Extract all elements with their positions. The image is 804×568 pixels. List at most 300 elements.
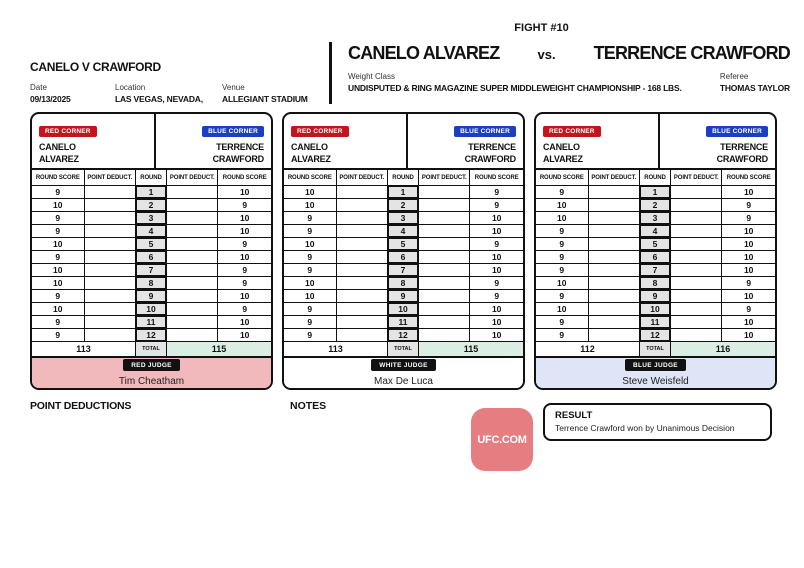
red-round-score: 10	[284, 277, 337, 289]
red-point-deduct	[337, 186, 388, 198]
score-row	[32, 212, 271, 225]
result-box	[543, 403, 772, 441]
judge-name: Tim Cheatham	[118, 376, 185, 387]
scorecard-white-judge	[282, 112, 525, 390]
round-number: 1	[640, 186, 671, 198]
blue-corner-half	[660, 114, 775, 168]
blue-round-score: 9	[746, 278, 752, 288]
blue-point-deduct	[167, 186, 218, 198]
red-point-deduct	[85, 316, 136, 328]
blue-point-deduct	[671, 199, 722, 211]
blue-round-score: 10	[239, 213, 250, 223]
referee-value: THOMAS TAYLOR	[719, 83, 790, 93]
header-divider	[329, 42, 332, 104]
blue-point-deduct	[419, 199, 470, 211]
red-round-score: 10	[536, 303, 589, 315]
score-row	[32, 199, 271, 212]
blue-point-deduct	[671, 186, 722, 198]
red-name-line2: ALVAREZ	[291, 153, 331, 164]
red-round-score: 10	[284, 238, 337, 250]
column-headers	[284, 170, 523, 186]
fight-number: FIGHT #10	[514, 22, 569, 34]
red-point-deduct	[337, 199, 388, 211]
blue-name-line1: TERRENCE	[720, 142, 768, 152]
judge-name: Steve Weisfeld	[622, 376, 689, 387]
red-point-deduct	[589, 212, 640, 224]
score-row	[536, 251, 775, 264]
blue-point-deduct	[671, 329, 722, 341]
blue-round-score: 9	[494, 278, 500, 288]
round-number: 5	[388, 238, 419, 250]
total-row	[32, 342, 271, 358]
scorecard-blue-judge	[534, 112, 777, 390]
score-row	[536, 238, 775, 251]
red-point-deduct	[589, 277, 640, 289]
score-row	[32, 264, 271, 277]
blue-round-score: 10	[239, 252, 250, 262]
round-number: 8	[388, 277, 419, 289]
col-header-point-deduct: POINT DEDUCT.	[337, 170, 388, 185]
header-fight-block	[348, 22, 790, 93]
red-point-deduct	[337, 251, 388, 263]
red-fighter-name: CANELO ALVAREZ	[348, 43, 500, 63]
red-round-score: 9	[536, 238, 589, 250]
blue-corner-badge: BLUE CORNER	[706, 126, 768, 137]
blue-total: 116	[671, 342, 775, 356]
red-point-deduct	[85, 277, 136, 289]
score-row	[536, 303, 775, 316]
red-point-deduct	[85, 303, 136, 315]
scorecard-red-judge	[30, 112, 273, 390]
red-point-deduct	[337, 329, 388, 341]
red-round-score: 9	[284, 303, 337, 315]
total-row	[284, 342, 523, 358]
red-point-deduct	[589, 264, 640, 276]
score-row	[32, 316, 271, 329]
blue-point-deduct	[167, 225, 218, 237]
score-row	[284, 264, 523, 277]
blue-name-line1: TERRENCE	[468, 142, 516, 152]
red-total: 112	[536, 342, 640, 356]
blue-point-deduct	[671, 277, 722, 289]
blue-fighter-card-name	[667, 142, 768, 165]
date-block	[30, 83, 115, 104]
red-point-deduct	[337, 277, 388, 289]
score-row	[284, 212, 523, 225]
red-point-deduct	[589, 225, 640, 237]
card-fighters-header	[32, 114, 271, 170]
score-row	[536, 186, 775, 199]
blue-round-score: 10	[743, 226, 754, 236]
point-deductions-heading: POINT DEDUCTIONS	[30, 400, 132, 412]
round-number: 6	[640, 251, 671, 263]
round-number: 8	[136, 277, 167, 289]
blue-name-line1: TERRENCE	[216, 142, 264, 152]
blue-point-deduct	[419, 329, 470, 341]
red-corner-badge: RED CORNER	[291, 126, 349, 137]
red-round-score: 9	[536, 251, 589, 263]
col-header-round: ROUND	[136, 170, 167, 185]
red-point-deduct	[337, 264, 388, 276]
blue-point-deduct	[671, 290, 722, 302]
event-meta-row	[30, 83, 320, 104]
blue-round-score: 10	[239, 317, 250, 327]
blue-fighter-name: TERRENCE CRAWFORD	[593, 43, 790, 63]
red-round-score: 9	[284, 212, 337, 224]
blue-round-score: 10	[743, 239, 754, 249]
red-name-line1: CANELO	[291, 142, 328, 152]
round-number: 12	[640, 329, 671, 341]
round-number: 2	[136, 199, 167, 211]
blue-point-deduct	[671, 212, 722, 224]
red-round-score: 10	[284, 199, 337, 211]
date-label: Date	[30, 83, 47, 92]
red-round-score: 9	[284, 251, 337, 263]
judge-badge: WHITE JUDGE	[371, 359, 435, 371]
round-number: 11	[136, 316, 167, 328]
col-header-round-score: ROUND SCORE	[474, 174, 519, 181]
score-row	[284, 277, 523, 290]
red-round-score: 9	[32, 316, 85, 328]
judge-name: Max De Luca	[374, 376, 433, 387]
blue-round-score: 9	[242, 239, 248, 249]
red-round-score: 10	[536, 212, 589, 224]
round-number: 6	[388, 251, 419, 263]
col-header-round-score: ROUND SCORE	[222, 174, 267, 181]
total-label: TOTAL	[640, 342, 671, 356]
score-row	[32, 329, 271, 342]
blue-point-deduct	[419, 277, 470, 289]
round-number: 10	[136, 303, 167, 315]
weight-class-block	[348, 72, 682, 93]
blue-point-deduct	[671, 303, 722, 315]
venue-block	[222, 83, 308, 104]
col-header-round: ROUND	[388, 170, 419, 185]
red-point-deduct	[589, 251, 640, 263]
red-point-deduct	[337, 316, 388, 328]
red-round-score: 9	[536, 290, 589, 302]
red-corner-half	[536, 114, 660, 168]
blue-corner-half	[156, 114, 271, 168]
red-point-deduct	[337, 238, 388, 250]
red-name-line2: ALVAREZ	[39, 153, 79, 164]
red-round-score: 9	[32, 186, 85, 198]
red-point-deduct	[85, 264, 136, 276]
red-round-score: 10	[284, 186, 337, 198]
score-row	[32, 290, 271, 303]
red-point-deduct	[589, 316, 640, 328]
blue-point-deduct	[419, 186, 470, 198]
scorecards-row	[30, 112, 777, 390]
blue-point-deduct	[167, 303, 218, 315]
red-round-score: 9	[536, 329, 589, 341]
round-number: 3	[640, 212, 671, 224]
score-row	[32, 303, 271, 316]
red-point-deduct	[337, 225, 388, 237]
blue-point-deduct	[671, 316, 722, 328]
blue-round-score: 10	[491, 213, 502, 223]
judge-footer	[284, 358, 523, 388]
blue-round-score: 9	[242, 304, 248, 314]
blue-round-score: 9	[494, 291, 500, 301]
judge-footer	[536, 358, 775, 388]
blue-point-deduct	[167, 251, 218, 263]
blue-point-deduct	[419, 212, 470, 224]
red-point-deduct	[85, 225, 136, 237]
score-row	[32, 186, 271, 199]
red-round-score: 9	[32, 329, 85, 341]
score-row	[32, 277, 271, 290]
col-header-point-deduct: POINT DEDUCT.	[671, 170, 722, 185]
red-round-score: 10	[32, 238, 85, 250]
score-row	[536, 277, 775, 290]
round-number: 4	[136, 225, 167, 237]
blue-round-score: 10	[743, 291, 754, 301]
red-round-score: 9	[284, 329, 337, 341]
blue-name-line2: CRAWFORD	[464, 153, 516, 164]
blue-round-score: 10	[491, 226, 502, 236]
total-label: TOTAL	[388, 342, 419, 356]
blue-round-score: 9	[494, 187, 500, 197]
round-number: 10	[640, 303, 671, 315]
blue-round-score: 10	[743, 252, 754, 262]
red-round-score: 10	[32, 303, 85, 315]
red-point-deduct	[589, 303, 640, 315]
notes-heading: NOTES	[290, 400, 327, 412]
red-round-score: 9	[32, 225, 85, 237]
blue-point-deduct	[419, 251, 470, 263]
score-row	[284, 238, 523, 251]
col-header-round-score: ROUND SCORE	[284, 170, 337, 185]
col-header-point-deduct: POINT DEDUCT.	[167, 170, 218, 185]
blue-corner-badge: BLUE CORNER	[202, 126, 264, 137]
red-round-score: 9	[284, 316, 337, 328]
blue-round-score: 9	[242, 278, 248, 288]
score-row	[284, 303, 523, 316]
round-number: 7	[136, 264, 167, 276]
blue-round-score: 10	[491, 317, 502, 327]
location-label: Location	[115, 83, 146, 92]
blue-round-score: 9	[242, 265, 248, 275]
blue-round-score: 10	[491, 304, 502, 314]
round-number: 3	[388, 212, 419, 224]
blue-round-score: 10	[743, 317, 754, 327]
score-row	[32, 225, 271, 238]
blue-round-score: 9	[746, 200, 752, 210]
col-header-round-score: ROUND SCORE	[726, 174, 771, 181]
blue-total: 115	[419, 342, 523, 356]
round-number: 5	[136, 238, 167, 250]
score-row	[284, 290, 523, 303]
round-number: 6	[136, 251, 167, 263]
total-row	[536, 342, 775, 358]
red-round-score: 10	[536, 277, 589, 289]
blue-point-deduct	[167, 316, 218, 328]
red-point-deduct	[85, 186, 136, 198]
score-rows	[536, 186, 775, 342]
referee-label: Referee	[719, 72, 749, 81]
blue-round-score: 10	[491, 252, 502, 262]
blue-point-deduct	[671, 238, 722, 250]
red-total: 113	[284, 342, 388, 356]
round-number: 9	[640, 290, 671, 302]
blue-point-deduct	[167, 238, 218, 250]
red-point-deduct	[337, 290, 388, 302]
column-headers	[536, 170, 775, 186]
red-round-score: 9	[32, 290, 85, 302]
blue-point-deduct	[419, 290, 470, 302]
location-value: LAS VEGAS, NEVADA,	[115, 94, 203, 104]
result-text: Terrence Crawford won by Unanimous Decision	[555, 423, 735, 433]
red-round-score: 10	[536, 199, 589, 211]
blue-point-deduct	[167, 329, 218, 341]
blue-round-score: 10	[239, 330, 250, 340]
score-row	[536, 212, 775, 225]
red-corner-badge: RED CORNER	[39, 126, 97, 137]
score-row	[536, 329, 775, 342]
round-number: 2	[388, 199, 419, 211]
red-point-deduct	[589, 238, 640, 250]
round-number: 12	[388, 329, 419, 341]
red-fighter-card-name	[39, 142, 147, 165]
blue-point-deduct	[167, 290, 218, 302]
round-number: 11	[640, 316, 671, 328]
red-point-deduct	[85, 238, 136, 250]
blue-round-score: 10	[239, 291, 250, 301]
red-round-score: 10	[284, 290, 337, 302]
judge-footer	[32, 358, 271, 388]
red-round-score: 10	[32, 277, 85, 289]
vs-label: vs.	[537, 47, 556, 62]
score-row	[284, 199, 523, 212]
red-round-score: 9	[536, 264, 589, 276]
score-row	[284, 251, 523, 264]
red-corner-half	[32, 114, 156, 168]
red-name-line1: CANELO	[39, 142, 76, 152]
red-round-score: 9	[284, 264, 337, 276]
col-header-round-score: ROUND SCORE	[32, 170, 85, 185]
ufc-logo: UFC.COM	[471, 408, 533, 471]
blue-round-score: 9	[494, 239, 500, 249]
venue-value: ALLEGIANT STADIUM	[222, 94, 308, 104]
round-number: 2	[640, 199, 671, 211]
blue-point-deduct	[167, 264, 218, 276]
weight-class-label: Weight Class	[348, 72, 395, 81]
round-number: 12	[136, 329, 167, 341]
header-event-block	[30, 60, 320, 104]
red-corner-half	[284, 114, 408, 168]
score-row	[284, 225, 523, 238]
col-header-point-deduct: POINT DEDUCT.	[589, 170, 640, 185]
red-point-deduct	[85, 290, 136, 302]
blue-total: 115	[167, 342, 271, 356]
score-row	[284, 329, 523, 342]
score-row	[284, 186, 523, 199]
round-number: 7	[640, 264, 671, 276]
date-value: 09/13/2025	[30, 94, 71, 104]
red-round-score: 9	[32, 251, 85, 263]
blue-round-score: 10	[491, 265, 502, 275]
judge-badge: BLUE JUDGE	[625, 359, 686, 371]
blue-name-line2: CRAWFORD	[212, 153, 264, 164]
blue-corner-half	[408, 114, 523, 168]
blue-round-score: 9	[746, 304, 752, 314]
round-number: 4	[640, 225, 671, 237]
event-title: CANELO V CRAWFORD	[30, 60, 161, 74]
blue-point-deduct	[419, 225, 470, 237]
score-row	[32, 251, 271, 264]
blue-point-deduct	[671, 251, 722, 263]
blue-point-deduct	[671, 225, 722, 237]
red-total: 113	[32, 342, 136, 356]
red-round-score: 9	[536, 225, 589, 237]
blue-point-deduct	[419, 316, 470, 328]
round-number: 5	[640, 238, 671, 250]
red-round-score: 9	[284, 225, 337, 237]
blue-round-score: 9	[242, 200, 248, 210]
red-point-deduct	[85, 251, 136, 263]
blue-corner-badge: BLUE CORNER	[454, 126, 516, 137]
blue-round-score: 9	[494, 200, 500, 210]
blue-point-deduct	[167, 277, 218, 289]
venue-label: Venue	[222, 83, 245, 92]
round-number: 1	[136, 186, 167, 198]
red-corner-badge: RED CORNER	[543, 126, 601, 137]
header-sub-row	[348, 72, 790, 93]
red-point-deduct	[589, 290, 640, 302]
red-name-line2: ALVAREZ	[543, 153, 583, 164]
card-fighters-header	[536, 114, 775, 170]
red-point-deduct	[85, 199, 136, 211]
red-round-score: 9	[32, 212, 85, 224]
red-point-deduct	[337, 212, 388, 224]
round-number: 9	[388, 290, 419, 302]
red-fighter-card-name	[291, 142, 399, 165]
red-point-deduct	[589, 186, 640, 198]
score-row	[536, 316, 775, 329]
total-label: TOTAL	[136, 342, 167, 356]
score-row	[536, 264, 775, 277]
score-row	[536, 290, 775, 303]
red-round-score: 9	[536, 186, 589, 198]
red-round-score: 9	[536, 316, 589, 328]
round-number: 9	[136, 290, 167, 302]
blue-point-deduct	[419, 238, 470, 250]
score-row	[32, 238, 271, 251]
red-round-score: 10	[32, 264, 85, 276]
blue-round-score: 10	[743, 330, 754, 340]
round-number: 4	[388, 225, 419, 237]
blue-point-deduct	[419, 264, 470, 276]
col-header-round-score: ROUND SCORE	[536, 170, 589, 185]
judge-badge: RED JUDGE	[123, 359, 180, 371]
red-name-line1: CANELO	[543, 142, 580, 152]
blue-point-deduct	[167, 199, 218, 211]
round-number: 10	[388, 303, 419, 315]
round-number: 11	[388, 316, 419, 328]
score-row	[536, 199, 775, 212]
blue-round-score: 9	[746, 213, 752, 223]
blue-fighter-card-name	[415, 142, 516, 165]
round-number: 7	[388, 264, 419, 276]
round-number: 3	[136, 212, 167, 224]
score-rows	[32, 186, 271, 342]
red-fighter-card-name	[543, 142, 651, 165]
blue-round-score: 10	[743, 187, 754, 197]
col-header-round: ROUND	[640, 170, 671, 185]
blue-name-line2: CRAWFORD	[716, 153, 768, 164]
red-point-deduct	[337, 303, 388, 315]
